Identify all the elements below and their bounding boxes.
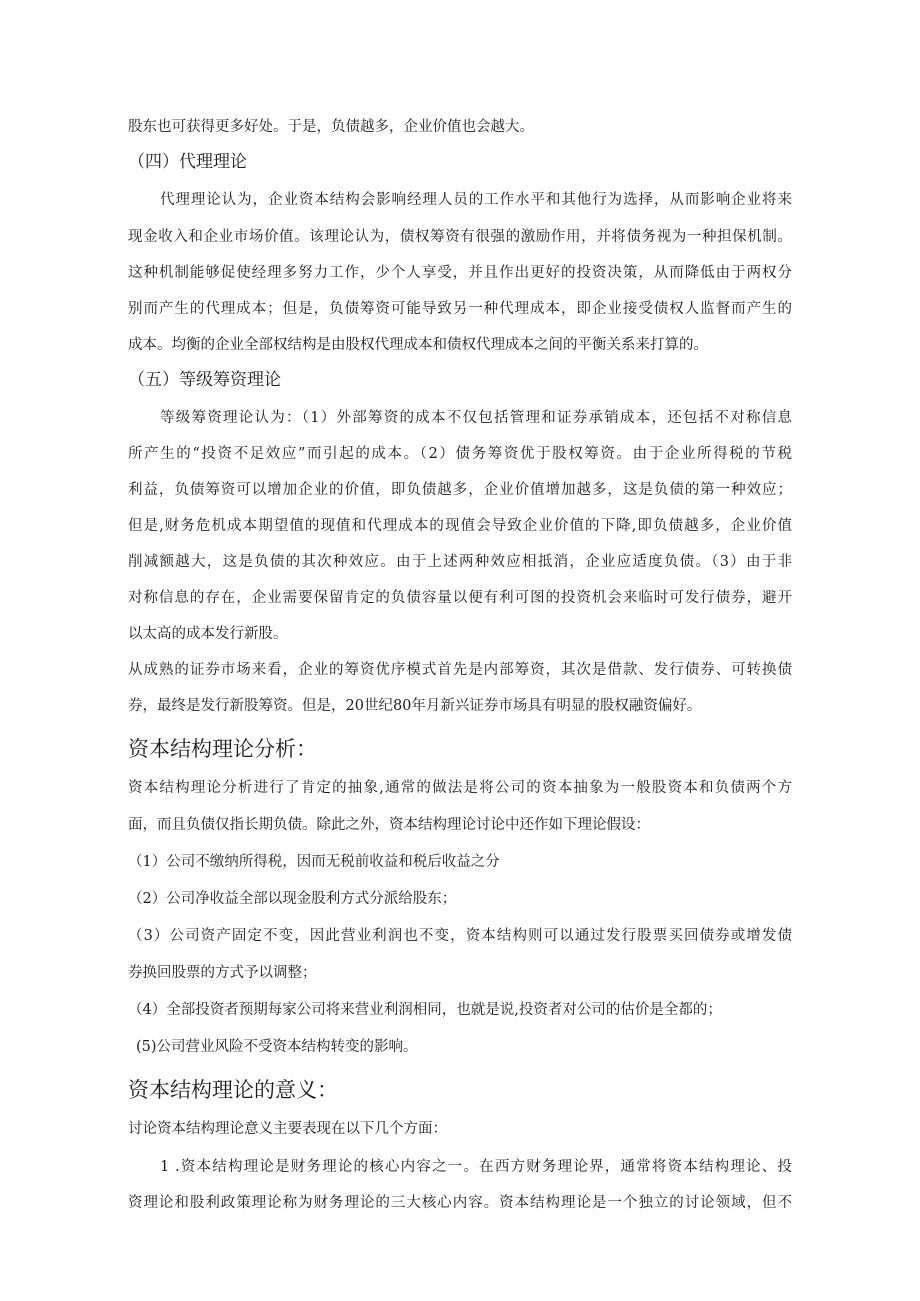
paragraph-line: 但是,财务危机成本期望值的现值和代理成本的现值会导致企业价值的下降,即负债越多，企业价值 [128, 518, 792, 534]
section-heading-significance: 资本结构理论的意义： [128, 1078, 338, 1102]
paragraph-line: 对称信息的存在，企业需要保留肯定的负债容量以便有利可图的投资机会来临时可发行债券，避开 [128, 590, 792, 606]
section-heading-pecking-order-theory: （五）等级筹资理论 [128, 370, 281, 390]
paragraph-line: 面，而且负债仅指长期负债。除此之外，资本结构理论讨论中还作如下理论假设： [128, 817, 650, 833]
paragraph-line: 资理论和股利政策理论称为财务理论的三大核心内容。资本结构理论是一个独立的讨论领域，但不 [128, 1195, 792, 1211]
paragraph-line: 利益，负债筹资可以增加企业的价值，即负债越多，企业价值增加越多，这是负债的第一种效应； [128, 482, 792, 498]
numbered-item: 1 .资本结构理论是财务理论的核心内容之一。在西方财务理论界，通常将资本结构理论、投 [160, 1159, 792, 1175]
paragraph-line: 成本。均衡的企业全部权结构是由股权代理成本和债权代理成本之间的平衡关系来打算的。 [128, 337, 708, 353]
assumption-item: （2）公司净收益全部以现金股利方式分派给股东； [128, 891, 457, 907]
paragraph-line: 以太高的成本发行新股。 [128, 626, 288, 642]
paragraph-line: 券换回股票的方式予以调整； [128, 965, 317, 981]
assumption-item: （1）公司不缴纳所得税，因而无税前收益和税后收益之分 [128, 854, 500, 870]
section-heading-analysis: 资本结构理论分析： [128, 737, 317, 761]
paragraph-line: 削减额越大，这是负债的其次种效应。由于上述两种效应相抵消，企业应适度负债。（3）由于非 [128, 554, 792, 570]
assumption-item: （4）全部投资者预期每家公司将来营业利润相同，也就是说,投资者对公司的估价是全都的； [128, 1002, 722, 1018]
paragraph-line: 资本结构理论分析进行了肯定的抽象,通常的做法是将公司的资本抽象为一般股资本和负债两个方 [128, 780, 792, 796]
paragraph-line: 现金收入和企业市场价值。该理论认为，债权筹资有很强的激励作用，并将债务视为一种担保机制。 [128, 229, 792, 245]
paragraph-line: 券，最终是发行新股筹资。但是，20世纪80年月新兴证券市场具有明显的股权融资偏好。 [128, 698, 702, 714]
paragraph-line: 从成熟的证券市场来看，企业的筹资优序模式首先是内部筹资，其次是借款、发行债券、可转换债 [128, 662, 792, 678]
assumption-item: (5)公司营业风险不受资本结构转变的影响。 [136, 1039, 418, 1055]
paragraph-line: 这种机制能够促使经理多努力工作，少个人享受，并且作出更好的投资决策，从而降低由于两权分 [128, 265, 792, 281]
paragraph-line: 股东也可获得更多好处。于是，负债越多，企业价值也会越大。 [128, 119, 534, 135]
paragraph-line: 讨论资本结构理论意义主要表现在以下几个方面： [128, 1121, 447, 1137]
paragraph-line: 别而产生的代理成本；但是，负债筹资可能导致另一种代理成本，即企业接受债权人监督而产生的 [128, 301, 792, 317]
paragraph-line: 所产生的“投资不足效应”而引起的成本。（2）债务筹资优于股权筹资。由于企业所得税的节税 [128, 446, 792, 462]
section-heading-agency-theory: （四）代理理论 [128, 152, 247, 172]
assumption-item: （3）公司资产固定不变，因此营业利润也不变，资本结构则可以通过发行股票买回债券或增发债 [128, 928, 792, 944]
paragraph-line: 等级筹资理论认为：（1）外部筹资的成本不仅包括管理和证券承销成本，还包括不对称信息 [160, 410, 792, 426]
paragraph-line: 代理理论认为，企业资本结构会影响经理人员的工作水平和其他行为选择，从而影响企业将来 [160, 192, 792, 208]
